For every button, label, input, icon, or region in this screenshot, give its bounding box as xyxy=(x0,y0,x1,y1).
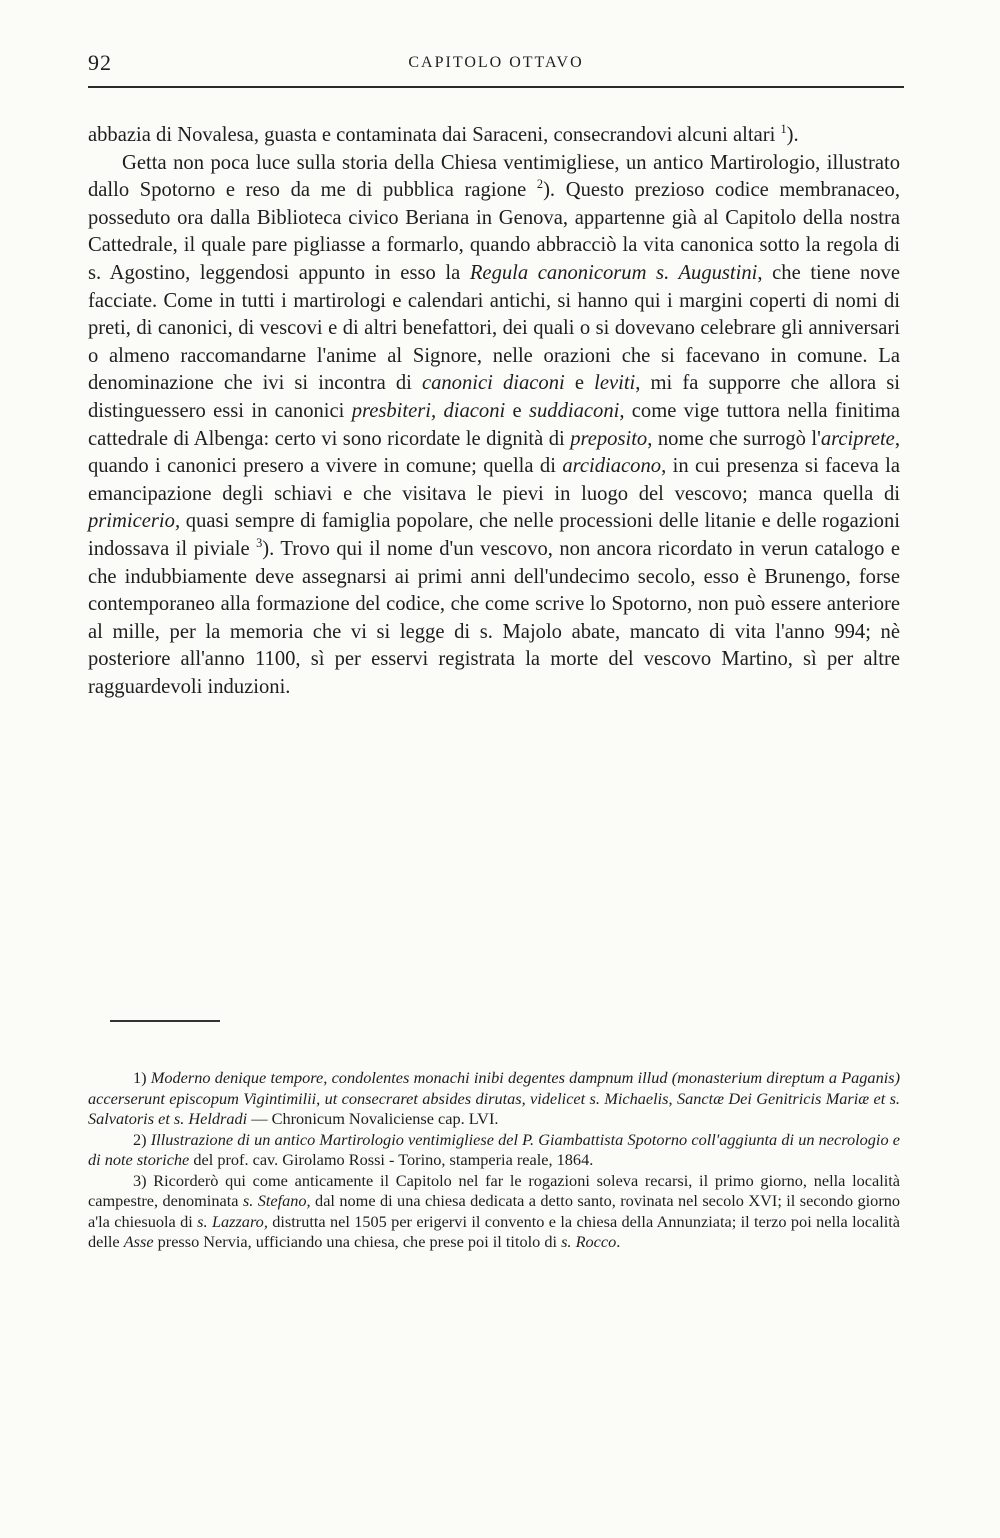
text-run: ; il secondo giorno a'la chiesuola di xyxy=(88,1191,901,1231)
text-run: — Chronicum Novaliciense cap. xyxy=(247,1109,469,1128)
text-run: ). Questo prezioso codice membranaceo, posseduto ora dalla Biblioteca civico Beriana in Genova, appartenne già al Capitolo della nostra Cattedrale, il quale pare pigliasse a formarlo, quando abbracciò la vita canonica sotto la regola di s. Agostino, leggendosi appunto in esso la xyxy=(88,179,900,284)
footnotes xyxy=(88,1068,900,1253)
text-run: presso Nervia, ufficiando una chiesa, che prese poi il titolo di xyxy=(153,1232,562,1251)
footnote-2 xyxy=(88,1130,900,1171)
paragraph-2 xyxy=(88,150,900,702)
roman-numeral: XVI xyxy=(748,1191,778,1210)
text-run: , nome che surrogò l' xyxy=(647,427,821,450)
text-run: Getta non poca luce sulla storia della Chiesa ventimigliese, un antico Martirologio, illustrato dallo Spotorno e reso da me di pubblica ragione xyxy=(88,151,900,202)
italic-term: s. Lazzaro, xyxy=(197,1211,268,1231)
main-text xyxy=(88,122,900,701)
chapter-title: CAPITOLO OTTAVO xyxy=(408,54,584,71)
text-run: ). Trovo qui il nome d'un vescovo, non ancora ricordato in verun catalogo e che indubbiamente deve assegnarsi ai primi anni dell'undecimo secolo, esso è Brunengo, forse contemporaneo alla formazione del codice, che come scrive lo Spotorno, non può essere anteriore al mille, per la memoria che vi si legge di s. Majolo abate, mancato di vita l'anno 994; nè posteriore all'anno 1100, sì per esservi registrata la morte del vescovo Martino, sì per altre ragguardevoli induzioni. xyxy=(88,537,900,698)
text-run: del prof. cav. Girolamo Rossi - Torino, stamperia reale, 1864. xyxy=(189,1150,594,1169)
italic-term: primicerio, xyxy=(88,510,181,533)
paragraph-1 xyxy=(88,122,900,150)
footnote-ref: 2 xyxy=(536,177,544,192)
text-run: e xyxy=(505,399,529,422)
text-run: distrutta nel 1505 per erigervi il convento e la chiesa della Annunziata; il terzo poi nella località delle xyxy=(88,1211,900,1251)
italic-term: s. Stefano, xyxy=(242,1191,311,1210)
text-run: ). xyxy=(786,124,799,146)
roman-numeral: LVI xyxy=(468,1109,495,1128)
italic-term: leviti xyxy=(594,372,636,395)
page-number: 92 xyxy=(88,50,112,75)
italic-term: preposito xyxy=(570,427,648,450)
text-run: , che tiene nove facciate. Come in tutti i martirologi e calendari antichi, si hanno qui i margini coperti di nomi di preti, di canonici, di vescovi e di altri benefattori, dei quali o si dovevano celebrare gli anniversari o almeno raccomandarne l'anime al Signore, nelle orazioni che si facevano in comune. La denominazione che ivi si incontra di xyxy=(88,261,900,395)
footnote-separator xyxy=(110,1020,220,1022)
text-run: . xyxy=(494,1109,499,1128)
italic-term: arcidiacono xyxy=(562,455,662,478)
italic-term: Asse xyxy=(123,1232,154,1251)
footnote-3 xyxy=(88,1171,900,1253)
italic-term: canonici diaconi xyxy=(421,372,565,395)
running-head xyxy=(88,50,904,88)
italic-term: s. Rocco xyxy=(561,1232,617,1251)
text-run: dal nome di una chiesa dedicata a detto santo, rovinata nel secolo xyxy=(310,1191,749,1210)
footnote-number: 2) xyxy=(133,1129,147,1149)
text-run: , mi fa supporre che allora si distinguessero essi in canonici xyxy=(88,372,901,422)
text-run: . xyxy=(616,1232,621,1251)
italic-term: presbiteri, diaconi xyxy=(351,399,506,422)
italic-term: arciprete xyxy=(820,427,895,450)
footnote-ref: 3 xyxy=(256,536,263,551)
footnote-ref: 1 xyxy=(780,122,787,137)
text-run: quasi sempre di famiglia popolare, che nelle processioni delle litanie e delle rogazioni indossava il piviale xyxy=(88,510,900,560)
footnote-number: 3) xyxy=(133,1170,147,1190)
text-run: , quando i canonici presero a vivere in comune; quella di xyxy=(88,427,900,478)
text-run: Ricorderò qui come anticamente il Capitolo nel far le rogazioni soleva recarsi, il primo giorno, nella località campestre, denominata xyxy=(88,1170,900,1210)
text-run: come vige tuttora nella finitima cattedrale di Albenga: certo vi sono ricordate le dignità di xyxy=(88,399,901,450)
italic-title: Illustrazione di un antico Martirologio ventimigliese del P. Giambattista Spotorno coll'aggiunta di un necrologio e di note storiche xyxy=(88,1129,900,1169)
italic-quote: Moderno denique tempore, condolentes monachi inibi degentes dampnum illud (monasterium direptum a Paganis) accerserunt episcopum Vigintimilii, ut consecraret absides dirutas, videlicet s. Michaelis, Sanctæ Dei Genitricis Mariæ et s. Salvatoris et s. Heldradi xyxy=(88,1068,900,1128)
text-run: , in cui presenza si faceva la emancipazione degli schiavi e che visitava le pievi in luogo del vescovo; manca quella di xyxy=(88,455,900,505)
footnote-1 xyxy=(88,1068,900,1130)
text-run: abbazia di Novalesa, guasta e contaminata dai Saraceni, consecrandovi alcuni altari xyxy=(88,124,781,146)
text-run: e xyxy=(564,372,595,395)
italic-term: Regula canonicorum s. Augustini xyxy=(469,261,758,284)
italic-term: suddiaconi, xyxy=(528,399,625,422)
footnote-number: 1) xyxy=(133,1068,147,1087)
